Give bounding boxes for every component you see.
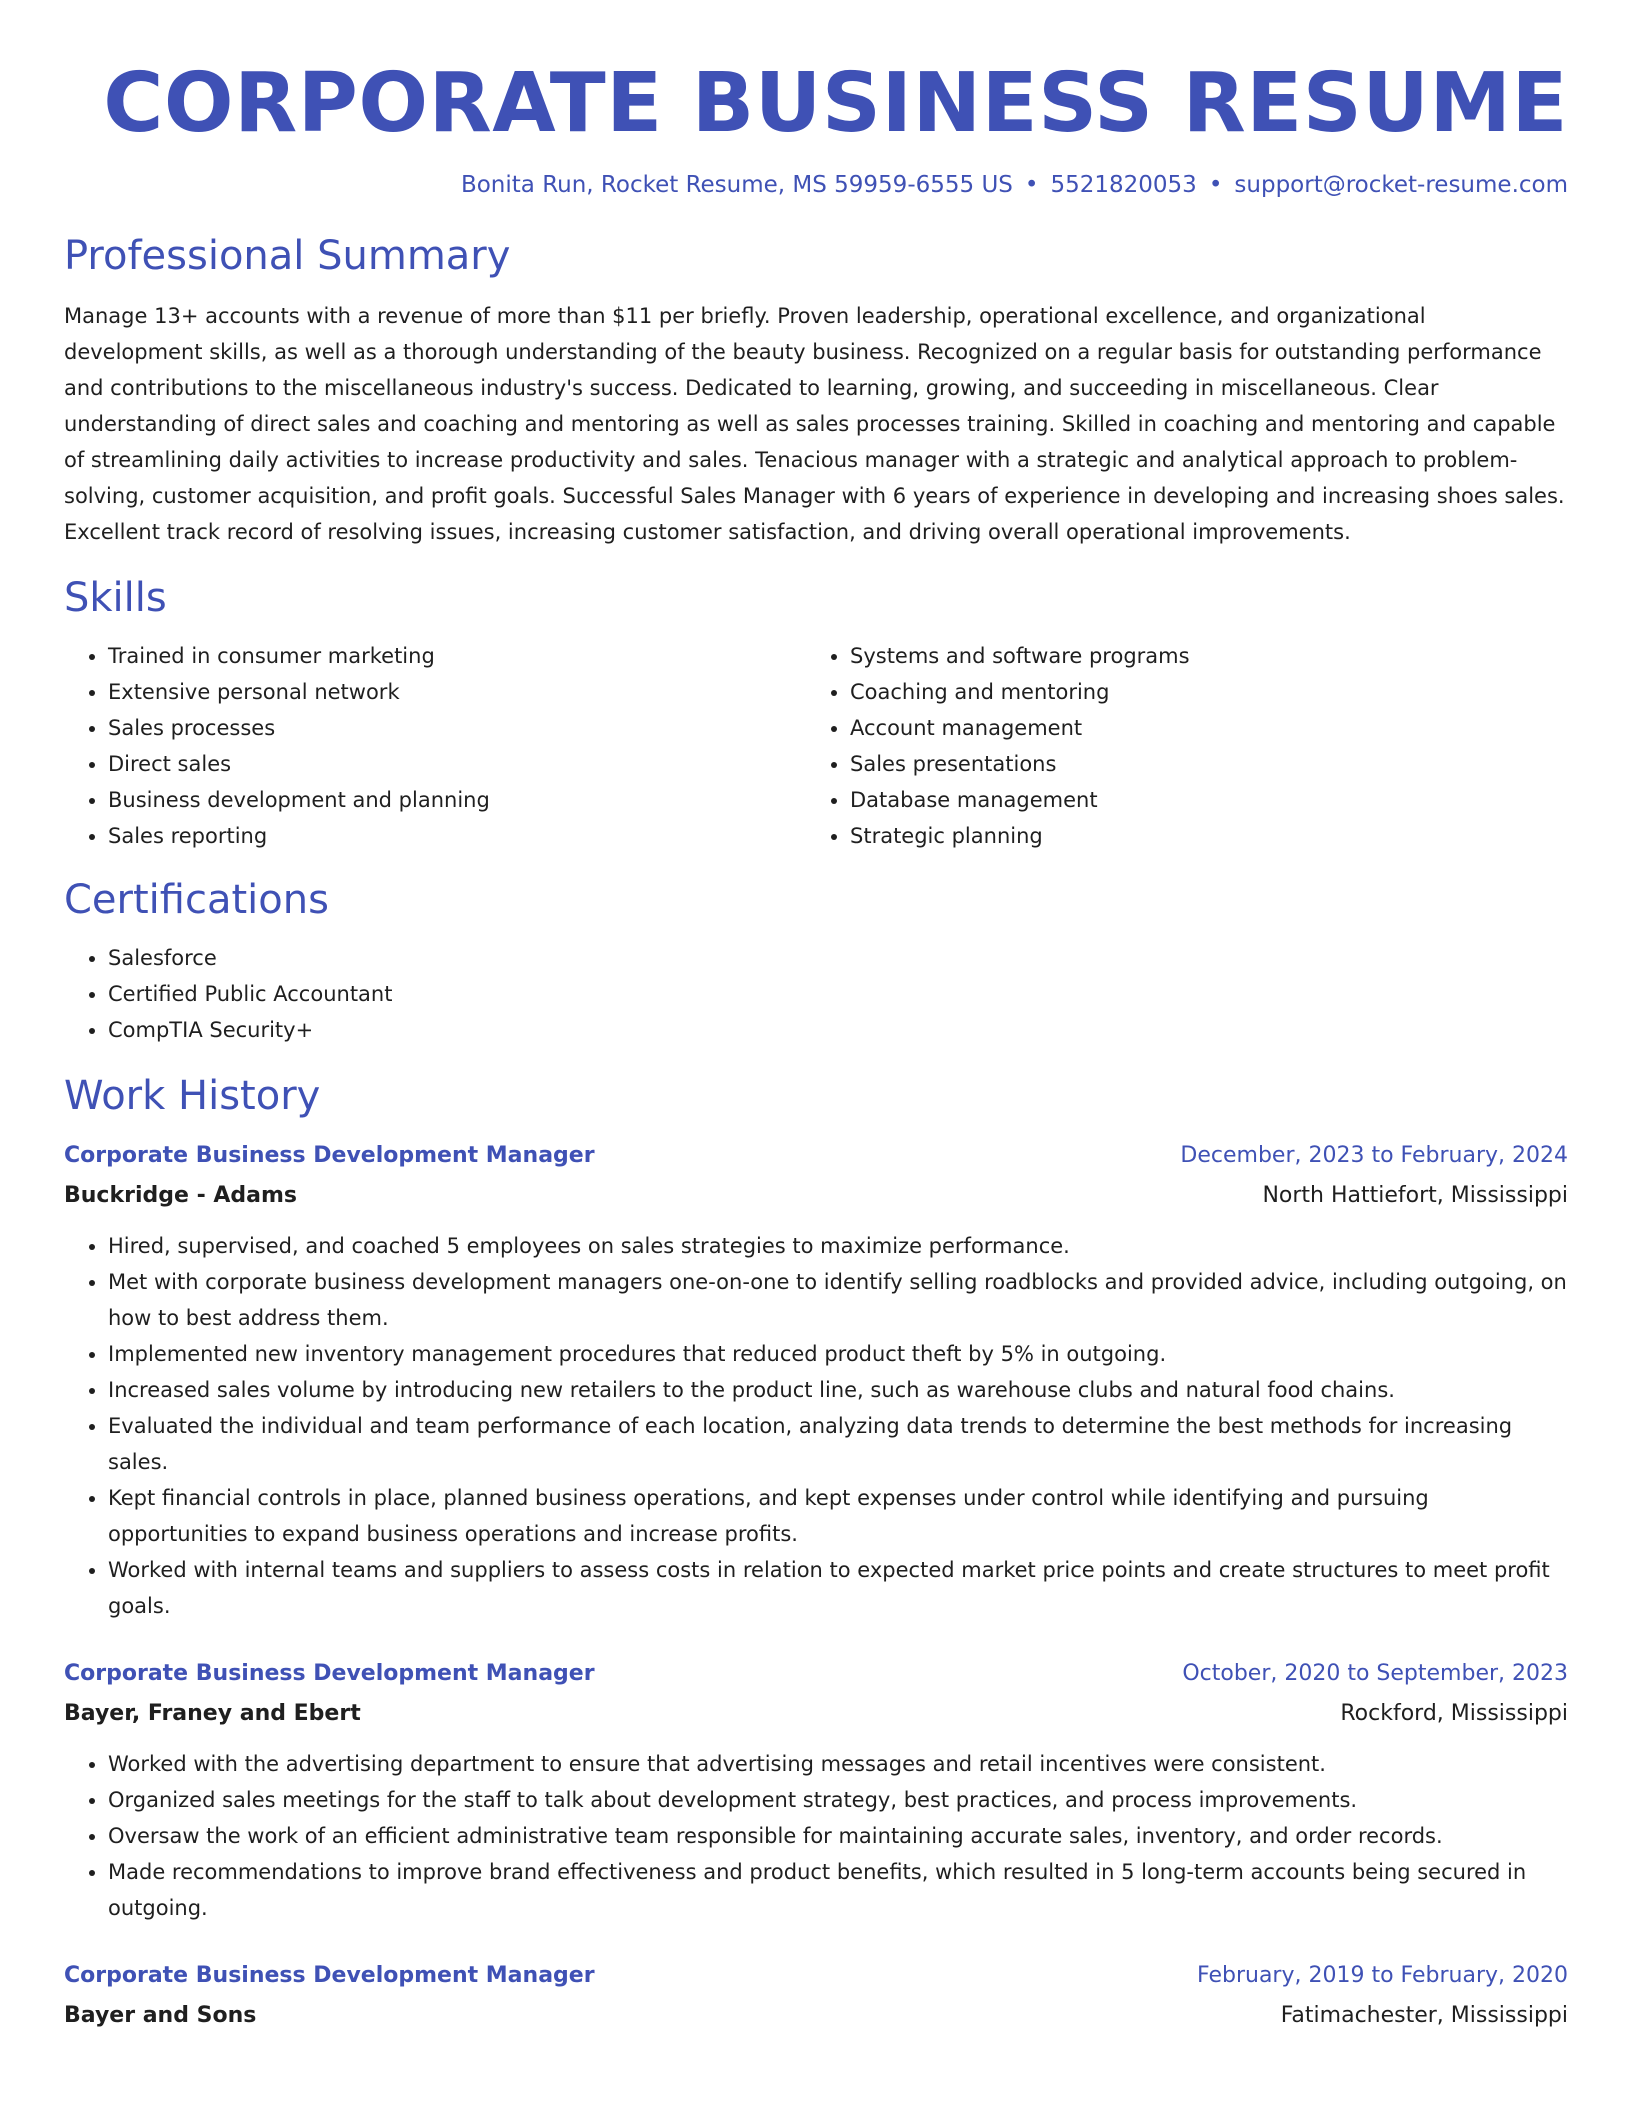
job-title: Corporate Business Development Manager bbox=[64, 1143, 595, 1168]
skill-item: • Systems and software programs bbox=[850, 638, 1548, 674]
skill-item: • Coaching and mentoring bbox=[850, 674, 1548, 710]
contact-email[interactable]: support@rocket-resume.com bbox=[1234, 172, 1568, 198]
job-location: North Hattiefort, Mississippi bbox=[1262, 1183, 1568, 1208]
resume-title: CORPORATE BUSINESS RESUME bbox=[103, 56, 1568, 151]
skill-item: • Direct sales bbox=[108, 746, 806, 782]
job-company: Bayer and Sons bbox=[64, 2003, 257, 2028]
job-subheader bbox=[64, 1176, 1568, 1216]
skills-grid bbox=[64, 638, 1568, 854]
job-bullet: • Implemented new inventory management procedures that reduced product theft by 5% in outgoing. bbox=[108, 1336, 1568, 1372]
job-bullet: • Kept financial controls in place, planned business operations, and kept expenses under control while identifying and pursuing opportunities to expand business operations and increase profits. bbox=[108, 1480, 1568, 1552]
skill-item: • Trained in consumer marketing bbox=[108, 638, 806, 674]
certifications-heading: Certifications bbox=[64, 877, 329, 923]
job-entry bbox=[64, 1956, 1568, 2036]
job-bullet: • Oversaw the work of an efficient administrative team responsible for maintaining accurate sales, inventory, and order records. bbox=[108, 1818, 1568, 1854]
skill-item: • Database management bbox=[850, 782, 1548, 818]
job-header bbox=[64, 1654, 1568, 1694]
contact-address: Bonita Run, Rocket Resume, MS 59959-6555 US bbox=[460, 172, 1013, 198]
summary-heading: Professional Summary bbox=[64, 233, 511, 279]
job-header bbox=[64, 1136, 1568, 1176]
summary-section bbox=[64, 228, 1568, 550]
work-history-heading: Work History bbox=[64, 1073, 321, 1119]
job-company: Bayer, Franey and Ebert bbox=[64, 1701, 361, 1726]
certification-item: • Certified Public Accountant bbox=[108, 976, 1568, 1012]
job-dates: February, 2019 to February, 2020 bbox=[1197, 1963, 1568, 1988]
certification-item: • Salesforce bbox=[108, 940, 1568, 976]
job-entry bbox=[64, 1136, 1568, 1624]
skill-item: • Extensive personal network bbox=[108, 674, 806, 710]
certifications-section bbox=[64, 872, 1568, 1048]
job-subheader bbox=[64, 1996, 1568, 2036]
job-dates: October, 2020 to September, 2023 bbox=[1182, 1661, 1568, 1686]
job-location: Fatimachester, Mississippi bbox=[1280, 2003, 1568, 2028]
skill-item: • Account management bbox=[850, 710, 1548, 746]
job-entry bbox=[64, 1654, 1568, 1926]
work-history-section bbox=[64, 1068, 1568, 2036]
contact-line bbox=[64, 172, 1568, 198]
skills-column-right bbox=[806, 638, 1548, 854]
skills-section bbox=[64, 570, 1568, 854]
job-bullet: • Worked with internal teams and suppliers to assess costs in relation to expected market price points and create structures to meet profit goals. bbox=[108, 1552, 1568, 1624]
job-location: Rockford, Mississippi bbox=[1340, 1701, 1568, 1726]
job-bullet: • Worked with the advertising department to ensure that advertising messages and retail incentives were consistent. bbox=[108, 1746, 1568, 1782]
skill-item: • Sales processes bbox=[108, 710, 806, 746]
certification-item: • CompTIA Security+ bbox=[108, 1012, 1568, 1048]
skill-item: • Sales reporting bbox=[108, 818, 806, 854]
job-header bbox=[64, 1956, 1568, 1996]
skills-heading: Skills bbox=[64, 575, 167, 621]
summary-text: Manage 13+ accounts with a revenue of more than $11 per briefly. Proven leadership, operational excellence, and organizational development skills, as well as a thorough understanding of the beauty business. Recognized on a regular basis for outstanding performance and contributions to the miscellaneous industry's success. Dedicated to learning, growing, and succeeding in miscellaneous. Clear understanding of direct sales and coaching and mentoring as well as sales processes training. Skilled in coaching and mentoring and capable of streamlining daily activities to increase productivity and sales. Tenacious manager with a strategic and analytical approach to problem-solving, customer acquisition, and profit goals. Successful Sales Manager with 6 years of experience in developing and increasing shoes sales. Excellent track record of resolving issues, increasing customer satisfaction, and driving overall operational improvements. bbox=[64, 304, 1565, 544]
skill-item: • Sales presentations bbox=[850, 746, 1548, 782]
job-bullet: • Organized sales meetings for the staff to talk about development strategy, best practices, and process improvements. bbox=[108, 1782, 1568, 1818]
job-bullet: • Increased sales volume by introducing new retailers to the product line, such as warehouse clubs and natural food chains. bbox=[108, 1372, 1568, 1408]
skills-column-left bbox=[64, 638, 806, 854]
skill-item: • Strategic planning bbox=[850, 818, 1548, 854]
skill-item: • Business development and planning bbox=[108, 782, 806, 818]
job-company: Buckridge - Adams bbox=[64, 1183, 297, 1208]
contact-phone: 5521820053 bbox=[1050, 172, 1197, 198]
job-bullet: • Made recommendations to improve brand effectiveness and product benefits, which resulted in 5 long-term accounts being secured in outgoing. bbox=[108, 1854, 1568, 1926]
job-dates: December, 2023 to February, 2024 bbox=[1180, 1143, 1568, 1168]
job-title: Corporate Business Development Manager bbox=[64, 1661, 595, 1686]
job-bullet: • Evaluated the individual and team performance of each location, analyzing data trends to determine the best methods for increasing sales. bbox=[108, 1408, 1568, 1480]
contact-separator: • bbox=[1024, 172, 1039, 198]
contact-separator: • bbox=[1208, 172, 1223, 198]
job-bullet: • Met with corporate business development managers one-on-one to identify selling roadblocks and provided advice, including outgoing, on how to best address them. bbox=[108, 1264, 1568, 1336]
job-bullet: • Hired, supervised, and coached 5 employees on sales strategies to maximize performance. bbox=[108, 1228, 1568, 1264]
job-subheader bbox=[64, 1694, 1568, 1734]
job-title: Corporate Business Development Manager bbox=[64, 1963, 595, 1988]
